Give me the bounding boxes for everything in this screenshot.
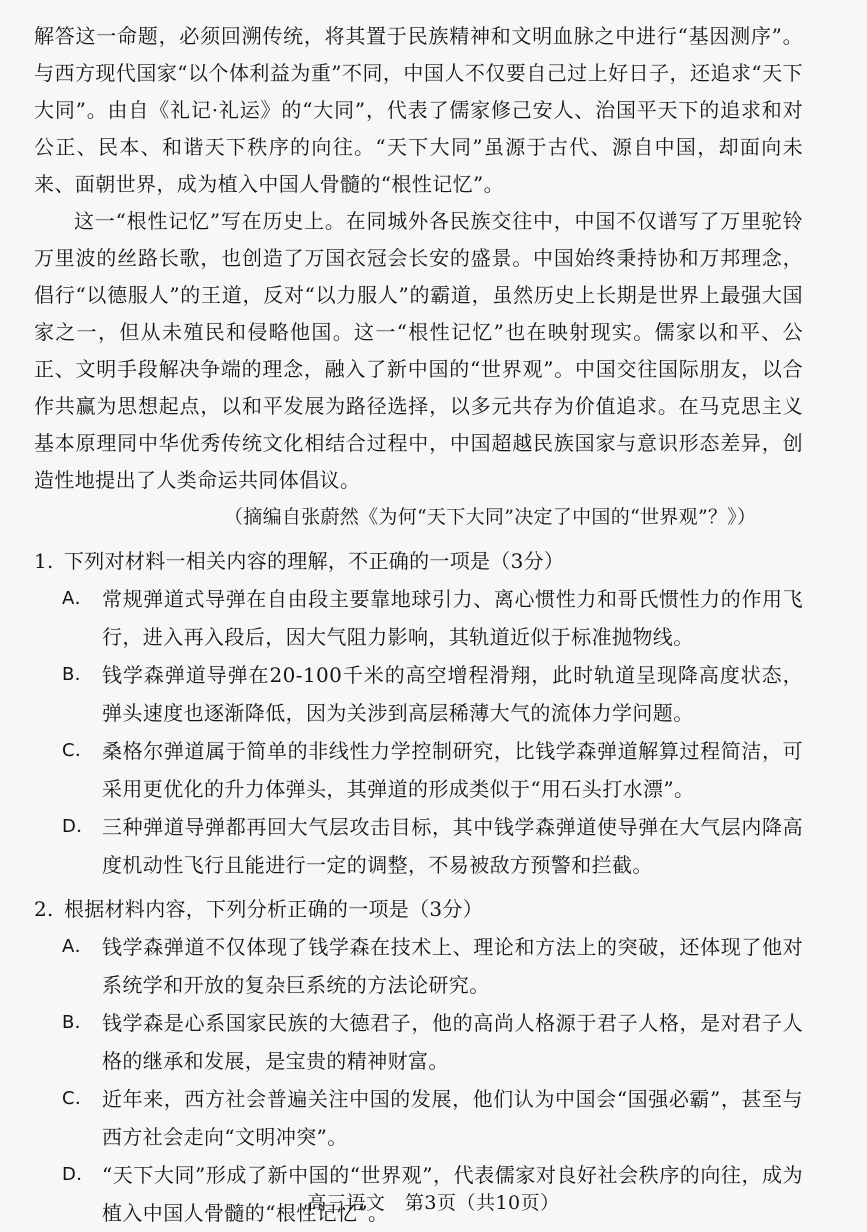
question-stem — [34, 890, 803, 928]
page-footer: 高三语文 第3页（共10页） — [307, 1192, 560, 1214]
question-number: 1. — [34, 549, 54, 573]
option-c — [62, 1080, 803, 1156]
option-text: 近年来，西方社会普遍关注中国的发展，他们认为中国会“国强必霸”，甚至与西方社会走向“文明冲突”。 — [102, 1087, 803, 1149]
option-c — [62, 732, 803, 808]
option-text: 钱学森是心系国家民族的大德君子，他的高尚人格源于君子人格，是对君子人格的继承和发展，是宝贵的精神财富。 — [102, 1011, 803, 1073]
option-a — [62, 580, 803, 656]
option-letter: B． — [62, 664, 94, 685]
option-text: 桑格尔弹道属于简单的非线性力学控制研究，比钱学森弹道解算过程简洁，可采用更优化的升力体弹头，其弹道的形成类似于“用石头打水漂”。 — [102, 739, 803, 801]
question-stem — [34, 542, 803, 580]
question-number: 2. — [34, 897, 54, 921]
option-d — [62, 808, 803, 884]
passage-paragraph-1: 解答这一命题，必须回溯传统，将其置于民族精神和文明血脉之中进行“基因测序”。与西方现代国家“以个体利益为重”不同，中国人不仅要自己过上好日子，还追求“天下大同”。由自《礼记·礼运》的“大同”，代表了儒家修己安人、治国平天下的追求和对公正、民本、和谐天下秩序的向往。“天下大同”虽源于古代、源自中国，却面向未来、面朝世界，成为植入中国人骨髓的“根性记忆”。 — [34, 24, 803, 196]
reading-passage — [34, 18, 803, 536]
question-text: 根据材料内容，下列分析正确的一项是（3分） — [64, 897, 484, 921]
option-letter: D． — [62, 1164, 95, 1185]
option-text: 钱学森弹道导弹在20-100千米的高空增程滑翔，此时轨道呈现降高度状态，弹头速度也逐渐降低，因为关涉到高层稀薄大气的流体力学问题。 — [102, 663, 803, 725]
question-1 — [34, 542, 803, 884]
passage-source: （摘编自张蔚然《为何“天下大同”决定了中国的“世界观”？》） — [224, 506, 757, 528]
option-text: 钱学森弹道不仅体现了钱学森在技术上、理论和方法上的突破，还体现了他对系统学和开放的复杂巨系统的方法论研究。 — [102, 935, 803, 997]
option-a — [62, 928, 803, 1004]
passage-paragraph-2: 这一“根性记忆”写在历史上。在同城外各民族交往中，中国不仅谱写了万里驼铃万里波的丝路长歌，也创造了万国衣冠会长安的盛景。中国始终秉持协和万邦理念，倡行“以德服人”的王道，反对“以力服人”的霸道，虽然历史上长期是世界上最强大国家之一，但从未殖民和侵略他国。这一“根性记忆”也在映射现实。儒家以和平、公正、文明手段解决争端的理念，融入了新中国的“世界观”。中国交往国际朋友，以合作共赢为思想起点，以和平发展为路径选择，以多元共存为价值追求。在马克思主义基本原理同中华优秀传统文化相结合过程中，中国超越民族国家与意识形态差异，创造性地提出了人类命运共同体倡议。 — [34, 209, 803, 492]
option-letter: C． — [62, 740, 94, 761]
option-text: 常规弹道式导弹在自由段主要靠地球引力、离心惯性力和哥氏惯性力的作用飞行，进入再入段后，因大气阻力影响，其轨道近似于标准抛物线。 — [102, 587, 803, 649]
option-b — [62, 1004, 803, 1080]
question-text: 下列对材料一相关内容的理解，不正确的一项是（3分） — [64, 549, 565, 573]
option-b — [62, 656, 803, 732]
option-letter: D． — [62, 816, 95, 837]
option-letter: A． — [62, 588, 94, 609]
option-letter: B． — [62, 1012, 94, 1033]
question-2 — [34, 890, 803, 1232]
option-text: 三种弹道导弹都再回大气层攻击目标，其中钱学森弹道使导弹在大气层内降高度机动性飞行且能进行一定的调整，不易被敌方预警和拦截。 — [102, 815, 803, 877]
option-text: “天下大同”形成了新中国的“世界观”，代表儒家对良好社会秩序的向往，成为植入中国人骨髓的“根性记忆”。 — [102, 1163, 803, 1225]
option-letter: A． — [62, 936, 94, 957]
option-letter: C． — [62, 1088, 94, 1109]
